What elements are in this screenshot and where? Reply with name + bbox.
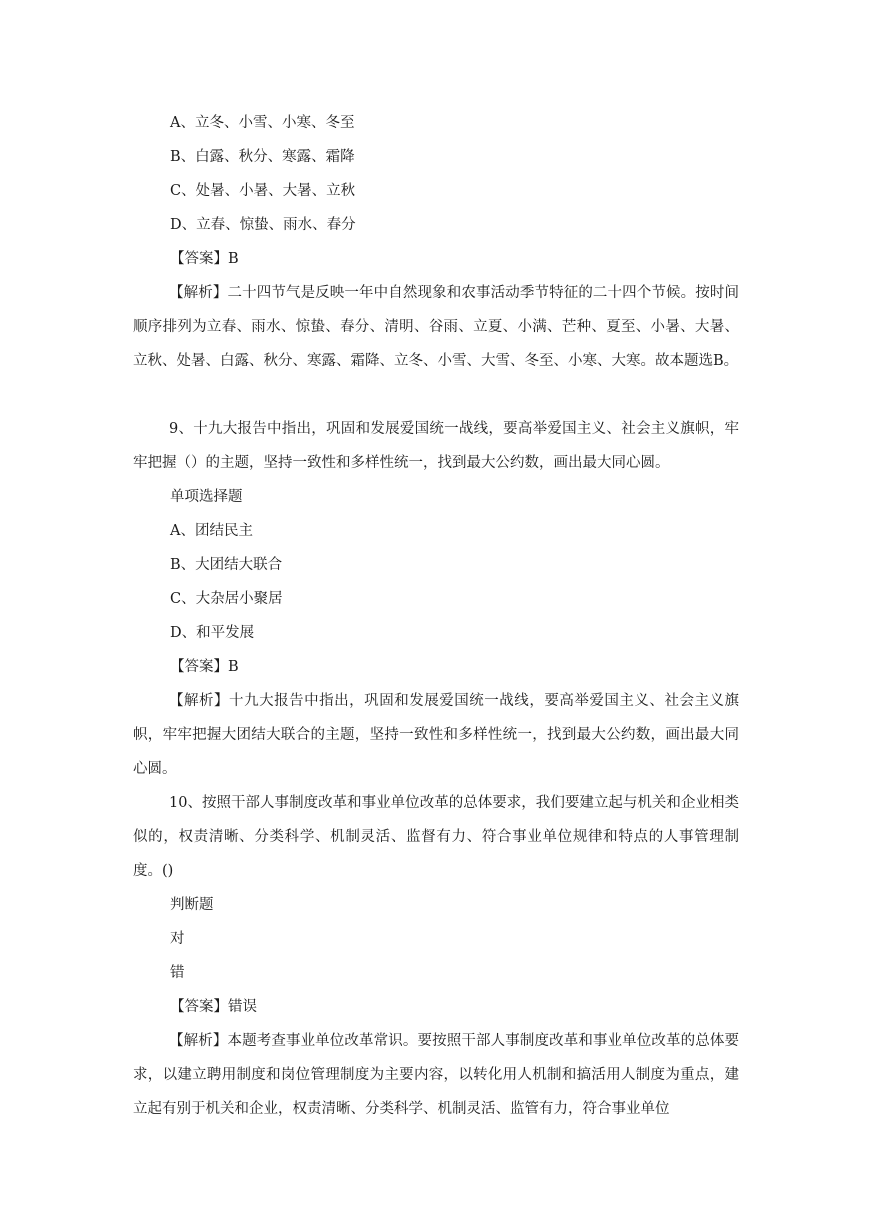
q10-question: 10、按照干部人事制度改革和事业单位改革的总体要求，我们要建立起与机关和企业相类似的，权责清晰、分类科学、机制灵活、监督有力、符合事业单位规律和特点的人事管理制度。() bbox=[133, 795, 739, 879]
q9-option-a: A、团结民主 bbox=[170, 523, 253, 539]
q8-answer: 【答案】B bbox=[170, 251, 239, 267]
q9-type: 单项选择题 bbox=[170, 489, 243, 505]
q8-option-d: D、立春、惊蛰、雨水、春分 bbox=[170, 217, 356, 233]
q8-option-c: C、处暑、小暑、大暑、立秋 bbox=[170, 183, 356, 199]
q10-type: 判断题 bbox=[170, 897, 214, 913]
q9-option-c: C、大杂居小聚居 bbox=[170, 591, 283, 607]
q8-analysis: 【解析】二十四节气是反映一年中自然现象和农事活动季节特征的二十四个节候。按时间顺序排列为立春、雨水、惊蛰、春分、清明、谷雨、立夏、小满、芒种、夏至、小暑、大暑、立秋、处暑、白露、秋分、寒露、霜降、立冬、小雪、大雪、冬至、小寒、大寒。故本题选B。 bbox=[133, 285, 739, 369]
q10-option-false: 错 bbox=[170, 965, 185, 981]
q10-answer: 【答案】错误 bbox=[170, 999, 257, 1015]
q9-answer: 【答案】B bbox=[170, 659, 239, 675]
q9-question: 9、十九大报告中指出，巩固和发展爱国统一战线，要高举爱国主义、社会主义旗帜，牢牢把握（）的主题，坚持一致性和多样性统一，找到最大公约数，画出最大同心圆。 bbox=[133, 421, 739, 471]
q10-analysis: 【解析】本题考查事业单位改革常识。要按照干部人事制度改革和事业单位改革的总体要求，以建立聘用制度和岗位管理制度为主要内容，以转化用人机制和搞活用人制度为重点，建立起有别于机关和企业，权责清晰、分类科学、机制灵活、监管有力，符合事业单位 bbox=[133, 1033, 739, 1117]
q8-option-b: B、白露、秋分、寒露、霜降 bbox=[170, 149, 355, 165]
q9-option-d: D、和平发展 bbox=[170, 625, 255, 641]
q9-analysis: 【解析】十九大报告中指出，巩固和发展爱国统一战线，要高举爱国主义、社会主义旗帜，牢牢把握大团结大联合的主题，坚持一致性和多样性统一，找到最大公约数，画出最大同心圆。 bbox=[133, 693, 739, 777]
q8-option-a: A、立冬、小雪、小寒、冬至 bbox=[170, 115, 355, 131]
q9-option-b: B、大团结大联合 bbox=[170, 557, 283, 573]
q10-option-true: 对 bbox=[170, 931, 185, 947]
